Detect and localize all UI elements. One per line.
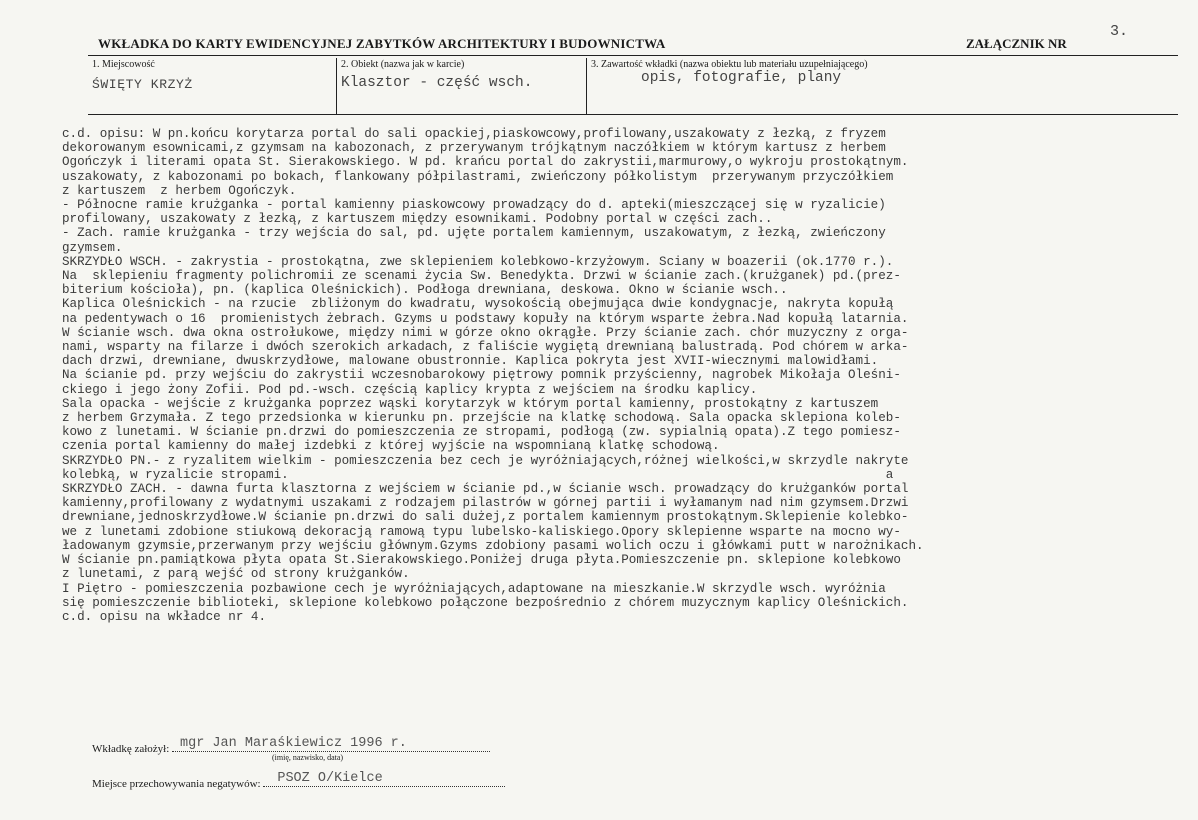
description-line: we z lunetami zdobione stiukową dekoracją ramową typu lubelsko-kaliskiego.Opory sklepienne wsparte na mocno wy- — [62, 524, 901, 539]
description-line: ckiego i jego żony Zofii. Pod pd.-wsch. częścią kaplicy krypta z wejściem na środku kaplicy. — [62, 382, 758, 397]
annex-number: 3. — [1110, 23, 1129, 40]
description-line: W ścianie wsch. dwa okna ostrołukowe, między nimi w górze okno okrągłe. Przy ścianie zach. chór muzyczny z orga- — [62, 325, 909, 340]
description-line: kamienny,profilowany z wydatnymi uszakami z rodzajem pilastrów w górnej partii i wyłamanym nad nim gzymsem.Drzwi — [62, 496, 909, 511]
field-locality-value: ŚWIĘTY KRZYŻ — [92, 77, 193, 92]
field-object-value: Klasztor - część wsch. — [341, 75, 533, 91]
description-line: Na ścianie pd. przy wejściu do zakrystii wczesnobarokowy piętrowy pomnik przyścienny, nagrobek Mikołaja Oleśni- — [62, 368, 901, 383]
field-object — [336, 58, 586, 114]
storage-row — [92, 772, 505, 790]
description-line: kowo z lunetami. W ścianie pn.drzwi do pomieszczenia ze stropami, podłogą (zw. sypialnią opata).Z tego pomiesz- — [62, 425, 901, 440]
description-line: uszakowaty, z kabozonami po bokach, flankowany półpilastrami, zwieńczony półkolistym przerywanym przyczółkiem — [62, 169, 894, 184]
storage-value: PSOZ O/Kielce — [277, 771, 383, 786]
description-line: profilowany, uszakowaty z łezką, z kartuszem między esownikami. Podobny portal w części zach.. — [62, 212, 773, 227]
description-line: c.d. opisu na wkładce nr 4. — [62, 609, 267, 624]
header-bottom-rule — [88, 114, 1178, 115]
field-locality — [88, 58, 336, 114]
author-label: Wkładkę założył: — [92, 743, 170, 755]
description-line: czenia portal kamienny do małej izdebki z której wyjście na wspomnianą klatkę schodową. — [62, 439, 720, 454]
description-line: c.d. opisu: W pn.końcu korytarza portal do sali opackiej,piaskowcowy,profilowany,uszakowaty z łezką, z fryzem — [62, 127, 886, 141]
field-contents-label: 3. Zawartość wkładki (nazwa obiektu lub materiału uzupełniającego) — [591, 59, 868, 70]
description-text — [62, 127, 1172, 624]
description-line: I Piętro - pomieszczenia pozbawione cech je wyróżniających,adaptowane na mieszkanie.W skrzydle wsch. wyróżnia — [62, 581, 886, 596]
description-line: - Północne ramie krużganka - portal kamienny piaskowcowy prowadzący do d. apteki(mieszczącej się w ryzalicie) — [62, 198, 886, 213]
description-line: Ogończyk i literami opata St. Sierakowskiego. W pd. krańcu portal do zakrystii,marmurowy,o wykroju prostokątnym. — [62, 155, 909, 170]
annex-label: ZAŁĄCZNIK NR — [966, 36, 1067, 51]
description-line: SKRZYDŁO WSCH. - zakrystia - prostokątna, zwe sklepieniem kolebkowo-krzyżowym. Sciany w boazerii (ok.1770 r.). — [62, 254, 894, 269]
description-line: ładowanym gzymsie,przerwanym przy wejściu głównym.Gzyms zdobiony pasami wolich oczu i główkami putt w narożnikach. — [62, 538, 924, 553]
header-fields — [88, 58, 1178, 114]
description-line: drewniane,jednoskrzydłowe.W ścianie pn.drzwi do sali dużej,z portalem kamiennym prostokątnym.Sklepienie kolebko- — [62, 510, 909, 525]
description-line: - Zach. ramie krużganka - trzy wejścia do sal, pd. ujęte portalem kamiennym, uszakowatym, z łezką, zwieńczony — [62, 226, 886, 241]
field-contents-value: opis, fotografie, plany — [641, 70, 842, 86]
description-line: z lunetami, z parą wejść od strony krużganków. — [62, 567, 410, 582]
document-title: WKŁADKA DO KARTY EWIDENCYJNEJ ZABYTKÓW ARCHITEKTURY I BUDOWNICTWA — [98, 36, 666, 51]
description-line: Kaplica Oleśnickich - na rzucie zbliżonym do kwadratu, wysokością obejmująca dwie kondygnacje, nakryta kopułą — [62, 297, 894, 312]
author-value: mgr Jan Maraśkiewicz 1996 r. — [180, 736, 407, 751]
description-line: biterium kościoła), pn. (kaplica Oleśnickich). Podłoga drewniana, deskowa. Okno w ścianie wsch.. — [62, 283, 788, 298]
description-line: Sala opacka - wejście z krużganka poprzez wąski korytarzyk w którym portal kamienny, prostokątny z kartuszem — [62, 396, 879, 411]
description-line: gzymsem. — [62, 240, 123, 255]
field-locality-label: 1. Miejscowość — [92, 59, 155, 70]
description-line: dekorowanym esownicami,z gzymsam na kabozonach, z przerywanym trójkątnym naczółkiem w którym kartusz z herbem — [62, 141, 886, 156]
field-object-label: 2. Obiekt (nazwa jak w karcie) — [341, 59, 465, 70]
description-line: się pomieszczenie biblioteki, sklepione kolebkowo połączone bezpośrednio z chórem muzycznym kaplicy Oleśnickich. — [62, 595, 909, 610]
description-line: SKRZYDŁO PN.- z ryzalitem wielkim - pomieszczenia bez cech je wyróżniających,różnej wielkości,w skrzydle nakryte — [62, 453, 909, 468]
description-line: nami, wsparty na filarze i dwóch szerokich arkadach, z faliście wygiętą drewnianą balustradą. Pod chórem w arka- — [62, 340, 909, 355]
description-line: z kartuszem z herbem Ogończyk. — [62, 183, 297, 198]
description-line: Na sklepieniu fragmenty polichromii ze scenami życia Sw. Benedykta. Drzwi w ścianie zach.(krużganek) pd.(prez- — [62, 269, 901, 284]
author-line — [172, 737, 490, 752]
storage-label: Miejsce przechowywania negatywów: — [92, 778, 261, 790]
description-line: kolebką, w ryzalicie stropami. a — [62, 467, 894, 482]
description-line: z herbem Grzymała. Z tego przedsionka w kierunku pn. przejście na klatkę schodową. Sala opacka sklepiona koleb- — [62, 411, 901, 426]
description-line: dach drzwi, drewniane, dwuskrzydłowe, malowane obustronnie. Kaplica pokryta jest XVII-wiecznymi malowidłami. — [62, 354, 879, 369]
author-note: (imię, nazwisko, data) — [272, 753, 344, 762]
header-top-rule — [88, 55, 1178, 56]
description-line: W ścianie pn.pamiątkowa płyta opata St.Sierakowskiego.Poniżej druga płyta.Pomieszczenie pn. sklepione kolebkowo — [62, 553, 901, 568]
storage-line — [263, 772, 505, 787]
description-line: na pedentywach o 16 promienistych żebrach. Gzyms u podstawy kopuły na którym wsparte żebra.Nad kopułą latarnia. — [62, 311, 909, 326]
field-contents — [586, 58, 1178, 114]
description-line: SKRZYDŁO ZACH. - dawna furta klasztorna z wejściem w ścianie pd.,w ścianie wsch. prowadzący do krużganków portal — [62, 482, 909, 497]
